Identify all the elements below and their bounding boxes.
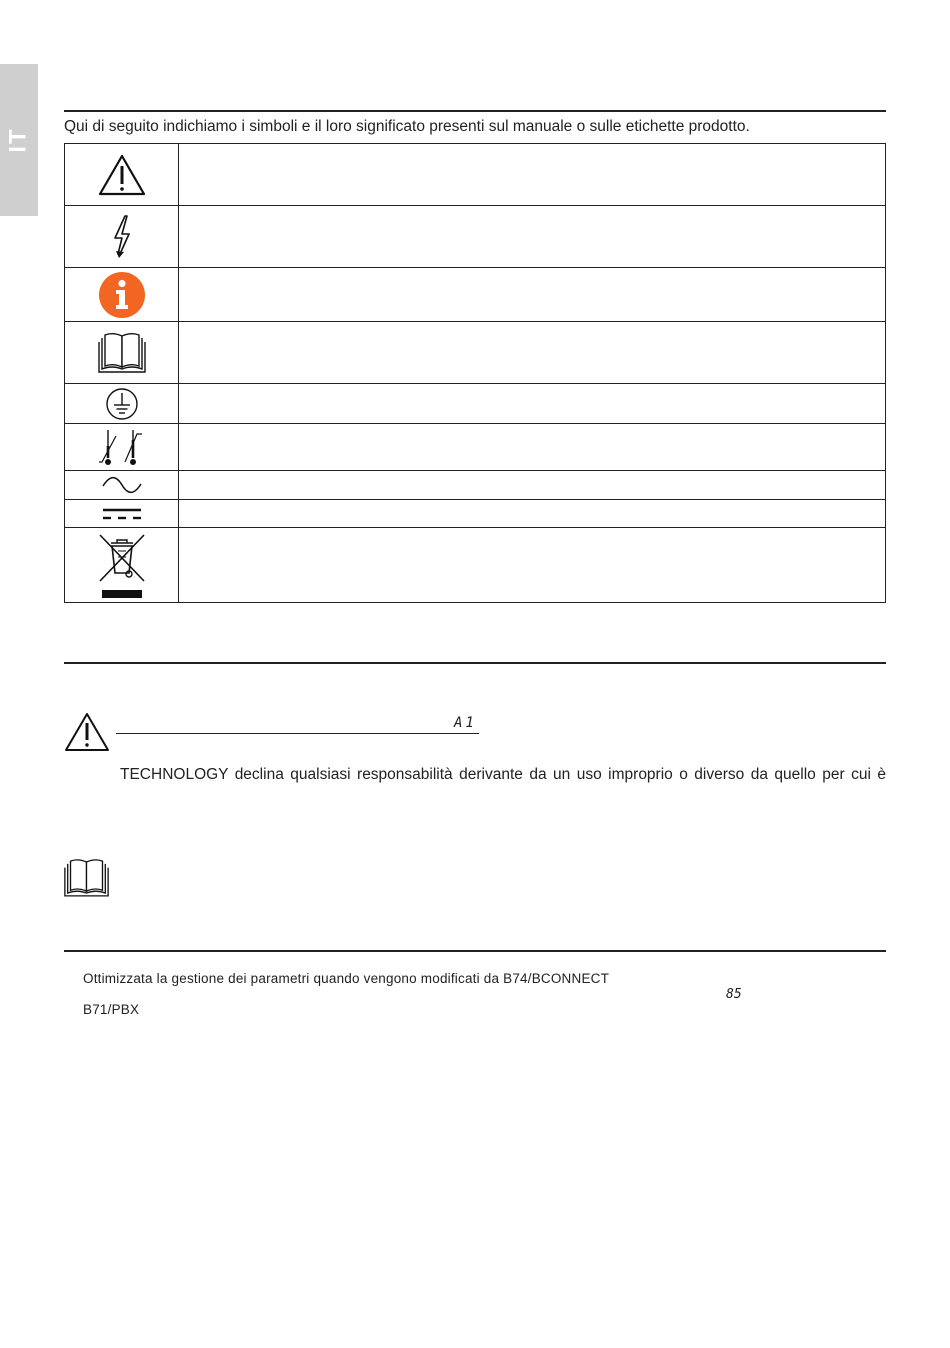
table-row [65, 268, 886, 322]
symbols-intro: Qui di seguito indichiamo i simboli e il loro significato presenti sul manuale o sulle etichette prodotto. [64, 118, 750, 135]
symbol-description [179, 424, 886, 471]
table-row [65, 528, 886, 603]
language-tab-label: IT [4, 127, 32, 153]
symbol-description [179, 384, 886, 424]
language-tab [0, 64, 38, 216]
table-row [65, 322, 886, 384]
lightning-bolt-icon [110, 214, 134, 260]
table-row [65, 424, 886, 471]
symbols-table [64, 143, 886, 603]
section-divider-firmware [64, 950, 886, 952]
alternating-current-icon [101, 476, 143, 494]
usage-warning [64, 712, 110, 757]
ground-earth-icon [105, 387, 139, 421]
symbol-description [179, 528, 886, 603]
section-divider-symbols [64, 110, 886, 112]
manual-reference [63, 858, 110, 903]
manual-book-icon [97, 332, 147, 374]
warning-heading-underline [116, 733, 479, 734]
symbol-description [179, 268, 886, 322]
firmware-version: 85 [726, 987, 742, 1002]
symbol-description [179, 500, 886, 528]
symbol-description [179, 144, 886, 206]
symbol-description [179, 206, 886, 268]
table-row [65, 471, 886, 500]
info-icon [98, 271, 146, 319]
firmware-note-model: B71/PBX [83, 1002, 140, 1017]
firmware-note: Ottimizzata la gestione dei parametri quando vengono modificati da B74/BCONNECT [83, 971, 610, 986]
temperature-limits-icon [97, 426, 147, 468]
table-row [65, 144, 886, 206]
table-row [65, 206, 886, 268]
section-divider-usage [64, 662, 886, 664]
display-code: A1 [454, 715, 477, 731]
warning-triangle-icon [64, 712, 110, 752]
direct-current-icon [101, 507, 143, 521]
disclaimer-text: TECHNOLOGY declina qualsiasi responsabilità derivante da un uso improprio o diverso da quello per cui è [120, 766, 886, 783]
symbol-description [179, 322, 886, 384]
symbol-description [179, 471, 886, 500]
weee-crossed-bin-icon [98, 531, 146, 599]
table-row [65, 500, 886, 528]
table-row [65, 384, 886, 424]
manual-book-icon [63, 858, 110, 898]
warning-triangle-icon [97, 153, 147, 197]
